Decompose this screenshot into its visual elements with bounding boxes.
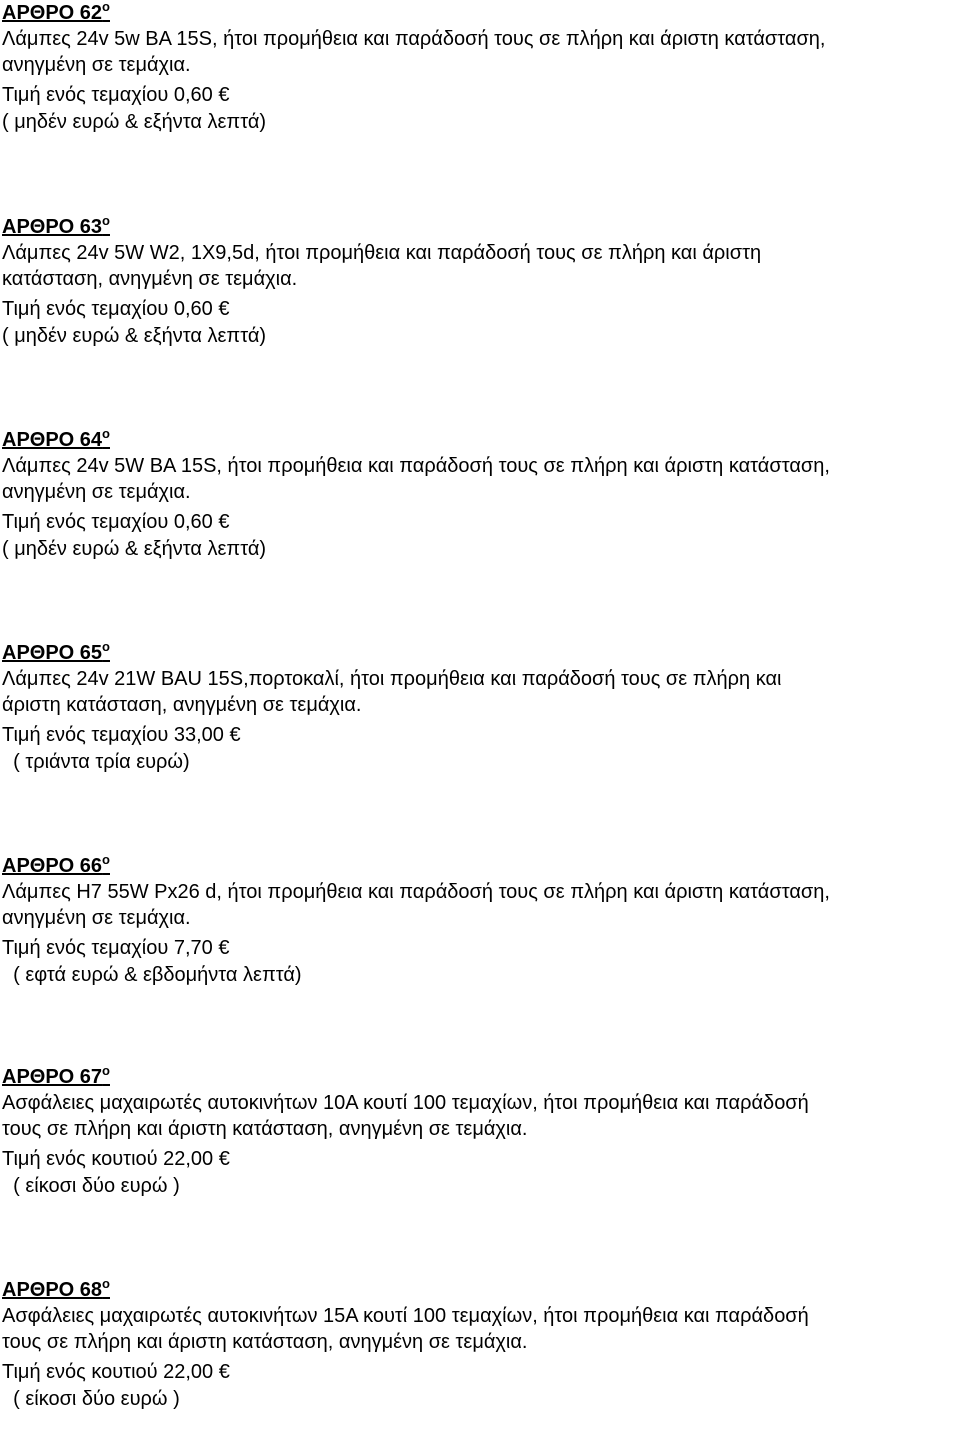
price-in-words: ( εφτά ευρώ & εβδομήντα λεπτά) <box>2 964 302 986</box>
description-line: Λάμπες H7 55W Px26 d, ήτοι προμήθεια και παράδοσή τους σε πλήρη και άριστη κατάσταση, <box>2 881 830 903</box>
description-line: άριστη κατάσταση, ανηγμένη σε τεμάχια. <box>2 694 362 716</box>
description-line: τους σε πλήρη και άριστη κατάσταση, ανηγμένη σε τεμάχια. <box>2 1118 528 1140</box>
article-63 <box>2 214 958 350</box>
euro-sign: € <box>218 937 230 959</box>
unit-price: Τιμή ενός τεμαχίου 0,60 € <box>2 298 230 320</box>
article-heading: ΑΡΘΡΟ $62^o$ <box>2 0 110 24</box>
ordinal-mark: ο <box>102 852 110 867</box>
unit-price: Τιμή ενός τεμαχίου 33,00 € <box>2 724 241 746</box>
price-in-words: ( είκοσι δύο ευρώ ) <box>2 1175 180 1197</box>
description-line: Λάμπες 24v 5w BA 15S, ήτοι προμήθεια και παράδοσή τους σε πλήρη και άριστη κατάσταση, <box>2 28 826 50</box>
price-in-words: ( μηδέν ευρώ & εξήντα λεπτά) <box>2 538 267 560</box>
article-65 <box>2 640 958 776</box>
euro-sign: € <box>218 84 230 106</box>
ordinal-mark: ο <box>102 213 110 228</box>
description-line: Ασφάλειες μαχαιρωτές αυτοκινήτων 15Α κουτί 100 τεμαχίων, ήτοι προμήθεια και παράδοσή <box>2 1305 809 1327</box>
article-description <box>2 453 958 505</box>
price-in-words: ( είκοσι δύο ευρώ ) <box>2 1388 180 1410</box>
article-description <box>2 240 958 292</box>
article-description <box>2 666 958 718</box>
description-line: Λάμπες 24v 5W W2, 1X9,5d, ήτοι προμήθεια και παράδοσή τους σε πλήρη και άριστη <box>2 242 762 264</box>
article-description <box>2 1303 958 1355</box>
unit-price: Τιμή ενός κουτιού 22,00 € <box>2 1148 230 1170</box>
ordinal-mark: ο <box>102 426 110 441</box>
article-heading: ΑΡΘΡΟ $67^o$ <box>2 1063 110 1088</box>
unit-price: Τιμή ενός τεμαχίου 0,60 € <box>2 84 230 106</box>
price-in-words: ( μηδέν ευρώ & εξήντα λεπτά) <box>2 111 267 133</box>
price-in-words: ( τριάντα τρία ευρώ) <box>2 751 190 773</box>
article-heading: ΑΡΘΡΟ $63^o$ <box>2 213 110 238</box>
article-heading: ΑΡΘΡΟ $68^o$ <box>2 1276 110 1301</box>
ordinal-mark: ο <box>102 639 110 654</box>
article-heading: ΑΡΘΡΟ $66^o$ <box>2 852 110 877</box>
article-heading: ΑΡΘΡΟ $65^o$ <box>2 639 110 664</box>
ordinal-mark: ο <box>102 1276 110 1291</box>
article-62 <box>2 0 958 136</box>
article-66 <box>2 853 958 989</box>
description-line: ανηγμένη σε τεμάχια. <box>2 54 191 76</box>
unit-price: Τιμή ενός κουτιού 22,00 € <box>2 1361 230 1383</box>
unit-price: Τιμή ενός τεμαχίου 0,60 € <box>2 511 230 533</box>
euro-sign: € <box>218 511 230 533</box>
article-68 <box>2 1277 958 1413</box>
euro-sign: € <box>218 1361 230 1383</box>
description-line: τους σε πλήρη και άριστη κατάσταση, ανηγμένη σε τεμάχια. <box>2 1331 528 1353</box>
euro-sign: € <box>229 724 241 746</box>
description-line: Λάμπες 24v 5W BA 15S, ήτοι προμήθεια και παράδοσή τους σε πλήρη και άριστη κατάσταση, <box>2 455 830 477</box>
description-line: ανηγμένη σε τεμάχια. <box>2 481 191 503</box>
article-description <box>2 879 958 931</box>
euro-sign: € <box>218 298 230 320</box>
unit-price: Τιμή ενός τεμαχίου 7,70 € <box>2 937 230 959</box>
description-line: Ασφάλειες μαχαιρωτές αυτοκινήτων 10Α κουτί 100 τεμαχίων, ήτοι προμήθεια και παράδοσή <box>2 1092 809 1114</box>
price-in-words: ( μηδέν ευρώ & εξήντα λεπτά) <box>2 325 267 347</box>
article-64 <box>2 427 958 563</box>
description-line: Λάμπες 24v 21W BAU 15S,πορτοκαλί, ήτοι προμήθεια και παράδοσή τους σε πλήρη και <box>2 668 782 690</box>
article-heading: ΑΡΘΡΟ $64^o$ <box>2 426 110 451</box>
article-description <box>2 1090 958 1142</box>
article-description <box>2 26 958 78</box>
ordinal-mark: ο <box>102 0 110 14</box>
description-line: ανηγμένη σε τεμάχια. <box>2 907 191 929</box>
description-line: κατάσταση, ανηγμένη σε τεμάχια. <box>2 268 298 290</box>
ordinal-mark: ο <box>102 1063 110 1078</box>
article-67 <box>2 1064 958 1200</box>
euro-sign: € <box>218 1148 230 1170</box>
